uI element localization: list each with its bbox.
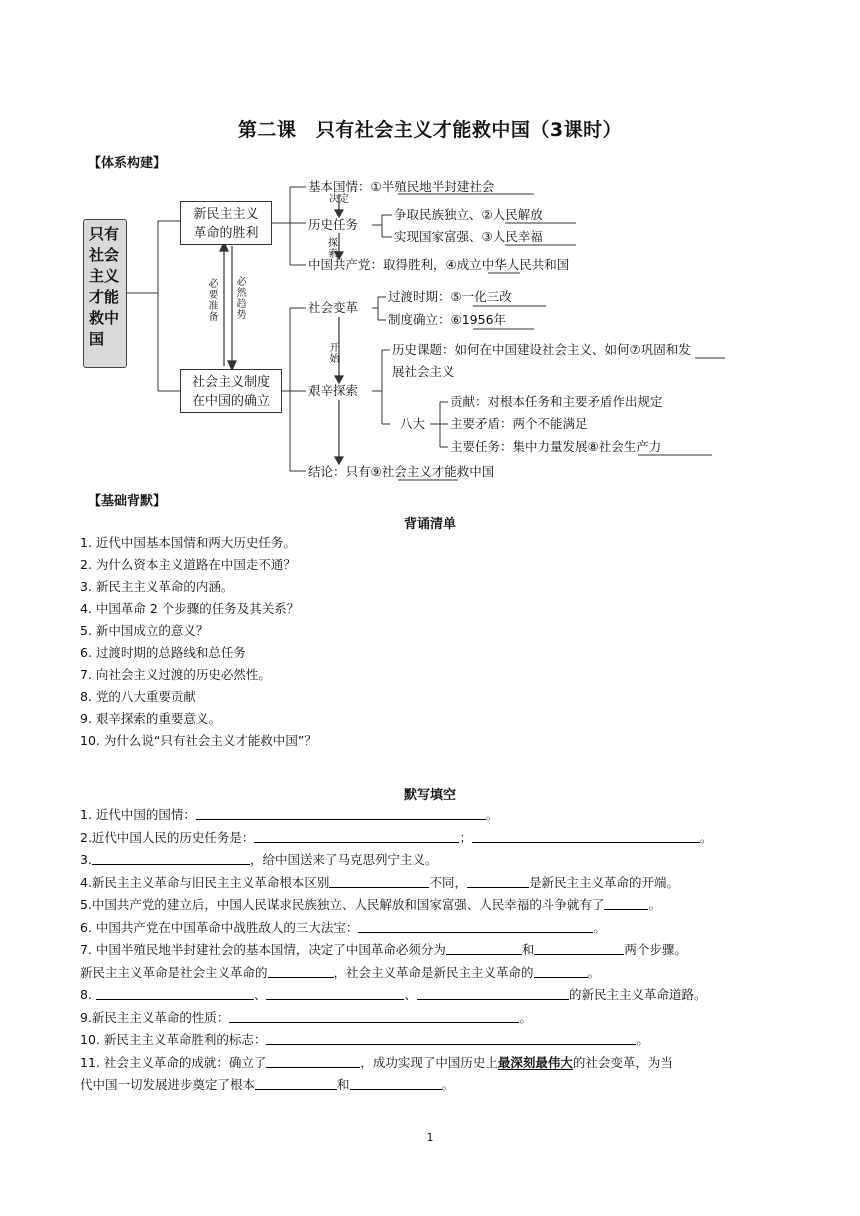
label-text: 才能救中国 — [431, 464, 495, 479]
blank-field[interactable] — [266, 1030, 636, 1045]
blank-field[interactable] — [329, 873, 429, 888]
diagram-box-socialist-system — [180, 369, 282, 413]
text-historic-topic-cont: 展社会主义 — [392, 364, 455, 379]
text-main-contradiction: 主要矛盾：两个不能满足 — [450, 416, 588, 431]
text-transition — [388, 289, 512, 305]
fill-item-9 — [80, 1007, 712, 1030]
fill-text: ，成功实现了中国历史上 — [360, 1054, 498, 1070]
main-line: 国 — [89, 330, 105, 348]
fill-item-3 — [80, 849, 712, 872]
label-inevitable-trend: 必然趋势 — [236, 277, 247, 321]
fill-text: ，社会主义革命是新民主主义革命的 — [333, 964, 534, 980]
label-necessary-prep: 必要准备 — [208, 279, 219, 323]
recite-item: 1. 近代中国基本国情和两大历史任务。 — [80, 535, 296, 550]
answer-text: 一化三改 — [461, 289, 512, 304]
box2-line: 在中国的确立 — [191, 394, 270, 409]
blank-field[interactable] — [92, 850, 250, 865]
text-conclusion — [308, 464, 494, 480]
label-text: 历史课题：如何在中国建设社会主义、如何⑦ — [392, 342, 641, 357]
blank-field[interactable] — [467, 873, 529, 888]
blank-field[interactable] — [229, 1008, 519, 1023]
diagram-main-box — [83, 219, 127, 368]
text-historic-task: 历史任务 — [308, 217, 359, 232]
answer-text: 1956 — [461, 312, 494, 327]
main-line: 救中 — [89, 309, 120, 327]
answer-text: 社会主义 — [381, 464, 432, 479]
label-text: 主要任务：集中力量发展⑧ — [450, 439, 599, 454]
label-text: 基本国情：① — [308, 179, 382, 194]
answer-text: 半殖民地半封建社会 — [381, 179, 495, 194]
text-task-2 — [394, 229, 543, 245]
fill-item-6 — [80, 917, 712, 940]
answer-text: 成立 — [456, 257, 482, 272]
label-text: 和发 — [665, 342, 691, 357]
recite-item: 7. 向社会主义过渡的历史必然性。 — [80, 667, 271, 682]
fill-text: 10. 新民主主义革命胜利的标志： — [80, 1032, 267, 1047]
main-line: 才能 — [89, 288, 120, 306]
fill-item-5 — [80, 894, 712, 917]
fill-text: 、 — [253, 987, 267, 1002]
fill-item-10 — [80, 1029, 712, 1052]
text-social-change: 社会变革 — [308, 300, 359, 315]
label-text: 年 — [493, 312, 507, 327]
recite-heading: 背诵清单 — [403, 517, 456, 532]
recite-item: 10. 为什么说“只有社会主义才能救中国”？ — [80, 733, 317, 748]
fill-text: 和 — [337, 1077, 350, 1092]
main-line: 只有 — [89, 225, 120, 243]
label-text: 中华人民共和国 — [481, 257, 570, 272]
answer-text: 社会生产力 — [598, 439, 662, 454]
label-text: 实现国家富强、③ — [394, 229, 493, 244]
fill-text: 。 — [593, 919, 606, 935]
page-title: 第二课 只有社会主义才能救中国（3课时） — [237, 119, 623, 141]
fill-list — [80, 804, 712, 1097]
page-number: 1 — [426, 1131, 434, 1144]
blank-field[interactable] — [604, 895, 648, 910]
fill-text: 。 — [485, 807, 499, 822]
fill-text: 1. 近代中国的国情： — [80, 807, 196, 822]
recite-list — [80, 532, 317, 752]
fill-text: 9.新民主主义革命的性质： — [80, 1009, 230, 1025]
fill-item-1 — [80, 804, 712, 827]
label-text: 过渡时期：⑤ — [388, 289, 462, 304]
text-system-established — [388, 312, 506, 328]
diagram-lines — [0, 0, 860, 490]
fill-text: ； — [459, 829, 472, 845]
text-main-task — [450, 439, 661, 455]
fill-item-7 — [80, 939, 712, 962]
label-text: 制度确立：⑥ — [388, 312, 462, 327]
answer-text: 人民解放 — [492, 207, 543, 222]
main-line: 社会 — [89, 246, 120, 264]
box1-line: 革命的胜利 — [193, 226, 259, 241]
fill-text: 3. — [80, 852, 92, 867]
fill-item-11 — [80, 1052, 712, 1075]
recite-item: 2. 为什么资本主义道路在中国走不通？ — [80, 557, 296, 572]
section-basic-heading: 【基础背默】 — [88, 494, 167, 509]
fill-item-11-cont — [80, 1074, 712, 1097]
fill-item-2 — [80, 827, 712, 850]
fill-text: 新民主主义革命是社会主义革命的 — [80, 964, 268, 980]
fill-text: 5.中国共产党的建立后，中国人民谋求民族独立、人民解放和国家富强、人民幸福的斗争就有了 — [80, 897, 605, 912]
blank-field[interactable] — [446, 940, 522, 955]
section-system-heading: 【体系构建】 — [88, 156, 167, 171]
answer-text: 人民幸福 — [492, 229, 543, 244]
label-text: 中国共产党：取得胜利，④ — [308, 257, 457, 272]
blank-field[interactable] — [534, 963, 588, 978]
recite-item: 5. 新中国成立的意义？ — [80, 623, 209, 638]
label-jueding: 决定 — [329, 194, 349, 205]
fill-item-4 — [80, 872, 712, 895]
fill-text: 。 — [699, 829, 713, 845]
recite-item: 4. 中国革命 2 个步骤的任务及其关系？ — [80, 601, 300, 616]
text-contribution: 贡献：对根本任务和主要矛盾作出规定 — [450, 394, 663, 409]
blank-field[interactable] — [96, 985, 254, 1000]
box2-line: 社会主义制度 — [191, 375, 270, 390]
fill-text: 。 — [636, 1032, 649, 1047]
fill-text: 7. 中国半殖民地半封建社会的基本国情，决定了中国革命必须分为 — [80, 942, 446, 957]
blank-field[interactable] — [266, 1053, 360, 1068]
text-cpc — [308, 257, 569, 273]
fill-text: 。 — [587, 964, 601, 980]
fill-text: 4.新民主主义革命与旧民主主义革命根本区别 — [80, 874, 330, 890]
label-kaishi: 开始 — [329, 343, 347, 365]
diagram-box-new-democratic — [180, 201, 272, 245]
fill-item-8 — [80, 984, 712, 1007]
blank-field[interactable] — [472, 828, 700, 843]
fill-text: 。 — [519, 1009, 532, 1025]
fill-text: 两个步骤。 — [624, 942, 687, 957]
text-national-condition — [308, 179, 494, 195]
fill-text: 不同， — [429, 874, 467, 890]
main-line: 主义 — [89, 267, 120, 285]
text-task-1 — [394, 207, 543, 223]
recite-item: 3. 新民主主义革命的内涵。 — [80, 579, 234, 594]
fill-text: 和 — [521, 942, 535, 957]
text-hard-exploration: 艰辛探索 — [308, 383, 359, 398]
blank-field[interactable] — [350, 1075, 442, 1090]
fill-text: ，给中国送来了马克思列宁主义。 — [249, 852, 438, 867]
fill-item-7-cont — [80, 962, 712, 985]
blank-field[interactable] — [255, 1075, 337, 1090]
fill-text: 是新民主主义革命的开端。 — [528, 874, 679, 890]
label-tansuo: 探索 — [328, 238, 344, 260]
blank-field[interactable] — [254, 828, 459, 843]
blank-field[interactable] — [358, 918, 593, 933]
blank-field[interactable] — [417, 985, 569, 1000]
text-historic-topic — [392, 342, 691, 358]
fill-heading: 默写填空 — [403, 788, 456, 803]
recite-item: 9. 艰辛探索的重要意义。 — [80, 711, 221, 726]
fill-text: 8. — [80, 987, 96, 1002]
fill-text: 2.近代中国人民的历史任务是： — [80, 829, 255, 845]
fill-emphasis: 最深刻最伟大 — [497, 1054, 573, 1070]
blank-field[interactable] — [268, 963, 334, 978]
fill-text: 的新民主主义革命道路。 — [568, 987, 707, 1002]
blank-field[interactable] — [266, 985, 404, 1000]
label-text: 结论：只有⑨ — [308, 464, 382, 479]
fill-text: 。 — [441, 1077, 455, 1092]
blank-field[interactable] — [534, 940, 624, 955]
fill-text: 、 — [404, 987, 417, 1002]
blank-field[interactable] — [196, 805, 486, 820]
fill-text: 。 — [648, 897, 661, 912]
fill-text: 代中国一切发展进步奠定了根本 — [80, 1077, 256, 1092]
box1-line: 新民主主义 — [193, 207, 259, 222]
fill-text: 11. 社会主义革命的成就：确立了 — [80, 1054, 267, 1070]
answer-text: 巩固 — [640, 342, 666, 357]
text-eighth-congress: 八大 — [400, 416, 426, 431]
recite-item: 6. 过渡时期的总路线和总任务 — [80, 645, 246, 660]
recite-item: 8. 党的八大重要贡献 — [80, 689, 196, 704]
fill-text: 的社会变革，为当 — [572, 1054, 673, 1070]
label-text: 争取民族独立、② — [394, 207, 493, 222]
fill-text: 6. 中国共产党在中国革命中战胜敌人的三大法宝： — [80, 919, 359, 935]
